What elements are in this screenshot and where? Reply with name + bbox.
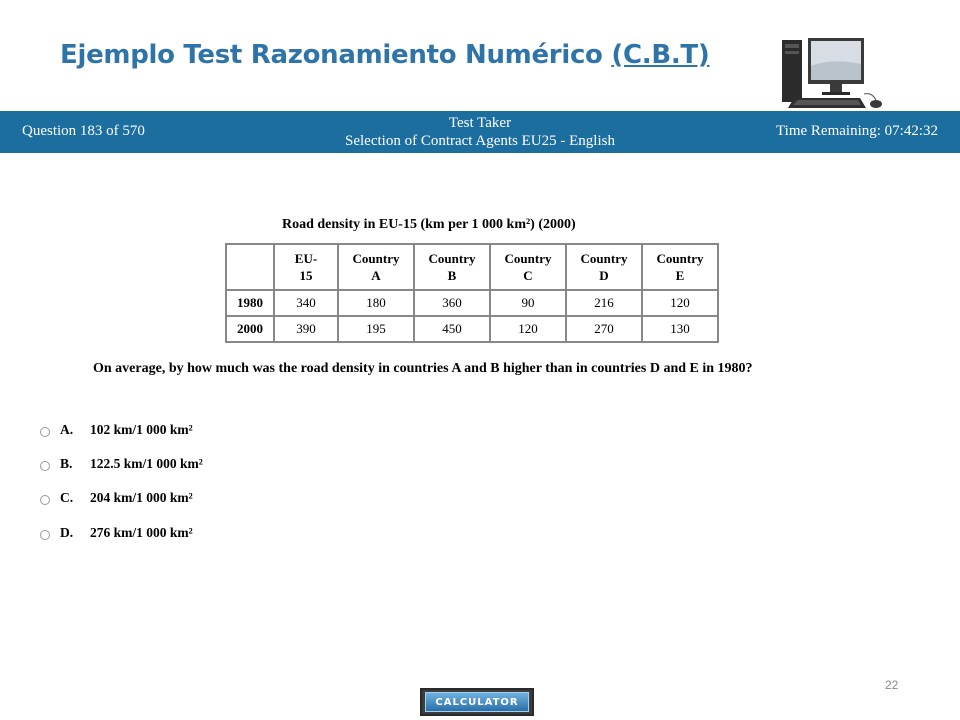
table-cell: 90 — [490, 290, 566, 316]
radio-button-icon[interactable] — [40, 427, 50, 437]
table-cell: 360 — [414, 290, 490, 316]
slide-title — [60, 40, 709, 70]
desktop-computer-icon — [776, 36, 886, 112]
option-letter: B. — [60, 456, 73, 471]
row-label: 2000 — [226, 316, 274, 342]
answer-option-c[interactable] — [40, 490, 193, 506]
answer-option-b[interactable] — [40, 456, 203, 472]
calculator-label: CALCULATOR — [425, 692, 529, 712]
table-cell: 120 — [490, 316, 566, 342]
table-header-cell: Country E — [642, 244, 718, 290]
question-text: On average, by how much was the road density in countries A and B higher than in countries D and E in 1980? — [93, 361, 753, 376]
table-header-cell: Country D — [566, 244, 642, 290]
table-cell: 340 — [274, 290, 338, 316]
time-remaining: Time Remaining: 07:42:32 — [776, 123, 938, 139]
option-letter: A. — [60, 422, 74, 437]
answer-option-d[interactable] — [40, 525, 193, 541]
table-row — [226, 290, 718, 316]
table-title: Road density in EU-15 (km per 1 000 km²) (2000) — [282, 217, 576, 232]
table-corner-cell — [226, 244, 274, 290]
table-header-cell: Country C — [490, 244, 566, 290]
answer-option-a[interactable] — [40, 422, 193, 438]
option-text: 204 km/1 000 km² — [90, 490, 193, 505]
table-cell: 130 — [642, 316, 718, 342]
table-header-cell: Country A — [338, 244, 414, 290]
option-letter: C. — [60, 490, 74, 505]
test-taker-label: Test Taker — [448, 115, 512, 131]
road-density-table — [225, 243, 719, 343]
table-cell: 390 — [274, 316, 338, 342]
radio-button-icon[interactable] — [40, 530, 50, 540]
table-cell: 270 — [566, 316, 642, 342]
test-header-bar — [0, 111, 960, 153]
table-cell: 216 — [566, 290, 642, 316]
option-text: 122.5 km/1 000 km² — [90, 456, 203, 471]
row-label: 1980 — [226, 290, 274, 316]
table-header-row — [226, 244, 718, 290]
table-cell: 450 — [414, 316, 490, 342]
table-cell: 195 — [338, 316, 414, 342]
radio-button-icon[interactable] — [40, 495, 50, 505]
option-letter: D. — [60, 525, 74, 540]
option-text: 276 km/1 000 km² — [90, 525, 193, 540]
table-header-cell: EU- 15 — [274, 244, 338, 290]
table-cell: 120 — [642, 290, 718, 316]
table-header-cell: Country B — [414, 244, 490, 290]
test-selection-label: Selection of Contract Agents EU25 - English — [345, 133, 615, 149]
calculator-button[interactable] — [420, 688, 534, 716]
question-counter: Question 183 of 570 — [22, 123, 145, 139]
table-row — [226, 316, 718, 342]
slide-title-cbt: (C.B.T) — [611, 40, 710, 70]
option-text: 102 km/1 000 km² — [90, 422, 193, 437]
page-number: 22 — [885, 678, 899, 692]
slide-title-main: Ejemplo Test Razonamiento Numérico — [60, 40, 612, 70]
table-cell: 180 — [338, 290, 414, 316]
radio-button-icon[interactable] — [40, 461, 50, 471]
